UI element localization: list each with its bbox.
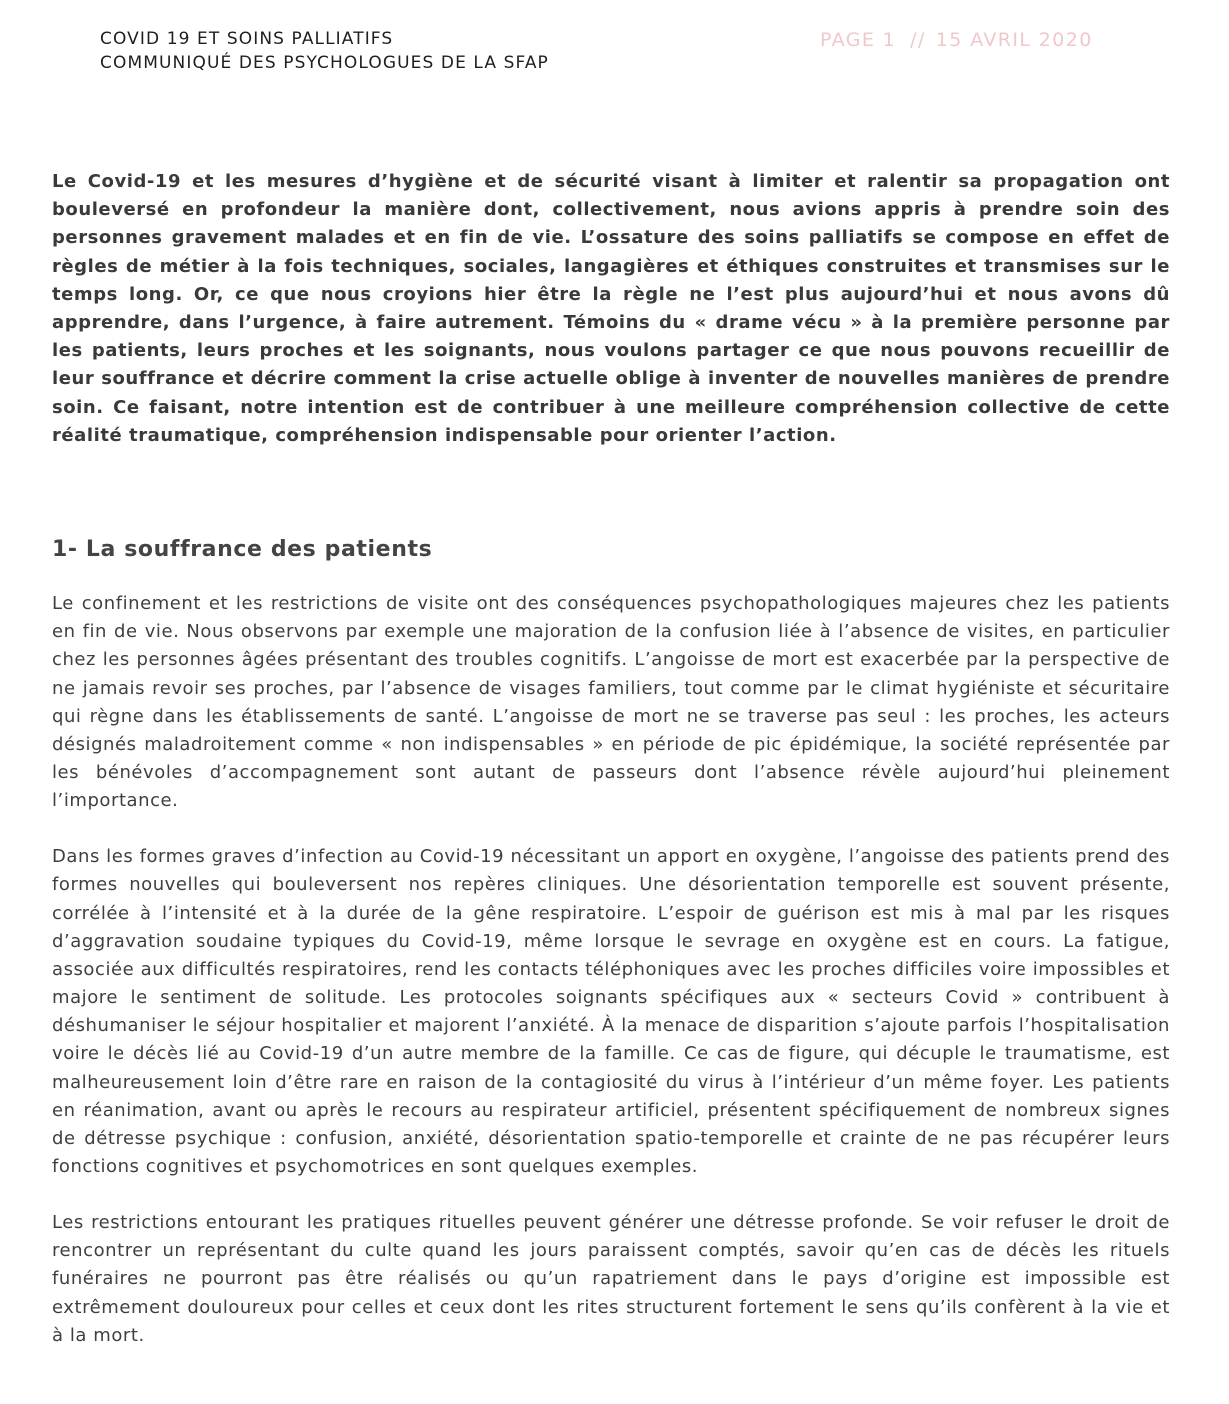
document-date: 15 AVRIL 2020: [935, 29, 1093, 51]
body-paragraph: Dans les formes graves d’infection au Covid-19 nécessitant un apport en oxygène, l’angoisse des patients prend des formes nouvelles qui bouleversent nos repères cliniques. Une désorientation temporelle est souvent présente, corrélée à l’intensité et à la durée de la gêne respiratoire. L’espoir de guérison est mis à mal par les risques d’aggravation soudaine typiques du Covid-19, même lorsque le sevrage en oxygène est en cours. La fatigue, associée aux difficultés respiratoires, rend les contacts téléphoniques avec les proches difficiles voire impossibles et majore le sentiment de solitude. Les protocoles soignants spécifiques aux « secteurs Covid » contribuent à déshumaniser le séjour hospitalier et majorent l’anxiété. À la menace de disparition s’ajoute parfois l’hospitalisation voire le décès lié au Covid-19 d’un autre membre de la famille. Ce cas de figure, qui décuple le traumatisme, est malheureusement loin d’être rare en raison de la contagiosité du virus à l’intérieur d’un même foyer. Les patients en réanimation, avant ou après le recours au respirateur artificiel, présentent spécifiquement de nombreux signes de détresse psychique : confusion, anxiété, désorientation spatio-temporelle et crainte de ne pas récupérer leurs fonctions cognitives et psychomotrices en sont quelques exemples.: [52, 846, 1170, 1177]
body-paragraph: Les restrictions entourant les pratiques rituelles peuvent générer une détresse profonde. Se voir refuser le droit de rencontrer un représentant du culte quand les jours paraissent comptés, savoir qu’en cas de décès les rituels funéraires ne pourront pas être réalisés ou qu’un rapatriement dans le pays d’origine est impossible est extrêmement douloureux pour celles et ceux dont les rites structurent fortement le sens qu’ils confèrent à la vie et à la mort.: [52, 1212, 1170, 1346]
body-paragraph: Le confinement et les restrictions de visite ont des conséquences psychopathologiques majeures chez les patients en fin de vie. Nous observons par exemple une majoration de la confusion liée à l’absence de visites, en particulier chez les personnes âgées présentant des troubles cognitifs. L’angoisse de mort est exacerbée par la perspective de ne jamais revoir ses proches, par l’absence de visages familiers, tout comme par le climat hygiéniste et sécuritaire qui règne dans les établissements de santé. L’angoisse de mort ne se traverse pas seul : les proches, les acteurs désignés maladroitement comme « non indispensables » en période de pic épidémique, la société représentée par les bénévoles d’accompagnement sont autant de passeurs dont l’absence révèle aujourd’hui pleinement l’importance.: [52, 593, 1170, 812]
intro-paragraph: Le Covid-19 et les mesures d’hygiène et de sécurité visant à limiter et ralentir sa propagation ont bouleversé en profondeur la manière dont, collectivement, nous avions appris à prendre soin des personnes gravement malades et en fin de vie. L’ossature des soins palliatifs se compose en effet de règles de métier à la fois techniques, sociales, langagières et éthiques construites et transmises sur le temps long. Or, ce que nous croyions hier être la règle ne l’est plus aujourd’hui et nous avons dû apprendre, dans l’urgence, à faire autrement. Témoins du « drame vécu » à la première personne par les patients, leurs proches et les soignants, nous voulons partager ce que nous pouvons recueillir de leur souffrance et décrire comment la crise actuelle oblige à inventer de nouvelles manières de prendre soin. Ce faisant, notre intention est de contribuer à une meilleure compréhension collective de cette réalité traumatique, compréhension indispensable pour orienter l’action.: [52, 171, 1170, 446]
document-header: [100, 27, 549, 75]
page-number: PAGE 1: [820, 29, 897, 51]
header-separator: //: [910, 29, 926, 51]
page-info: [820, 28, 1093, 52]
document-body: [52, 168, 1170, 1350]
header-title-line1: COVID 19 ET SOINS PALLIATIFS: [100, 29, 394, 49]
header-title-line2: COMMUNIQUÉ DES PSYCHOLOGUES DE LA SFAP: [100, 53, 549, 73]
section-title: 1- La souffrance des patients: [52, 537, 433, 563]
